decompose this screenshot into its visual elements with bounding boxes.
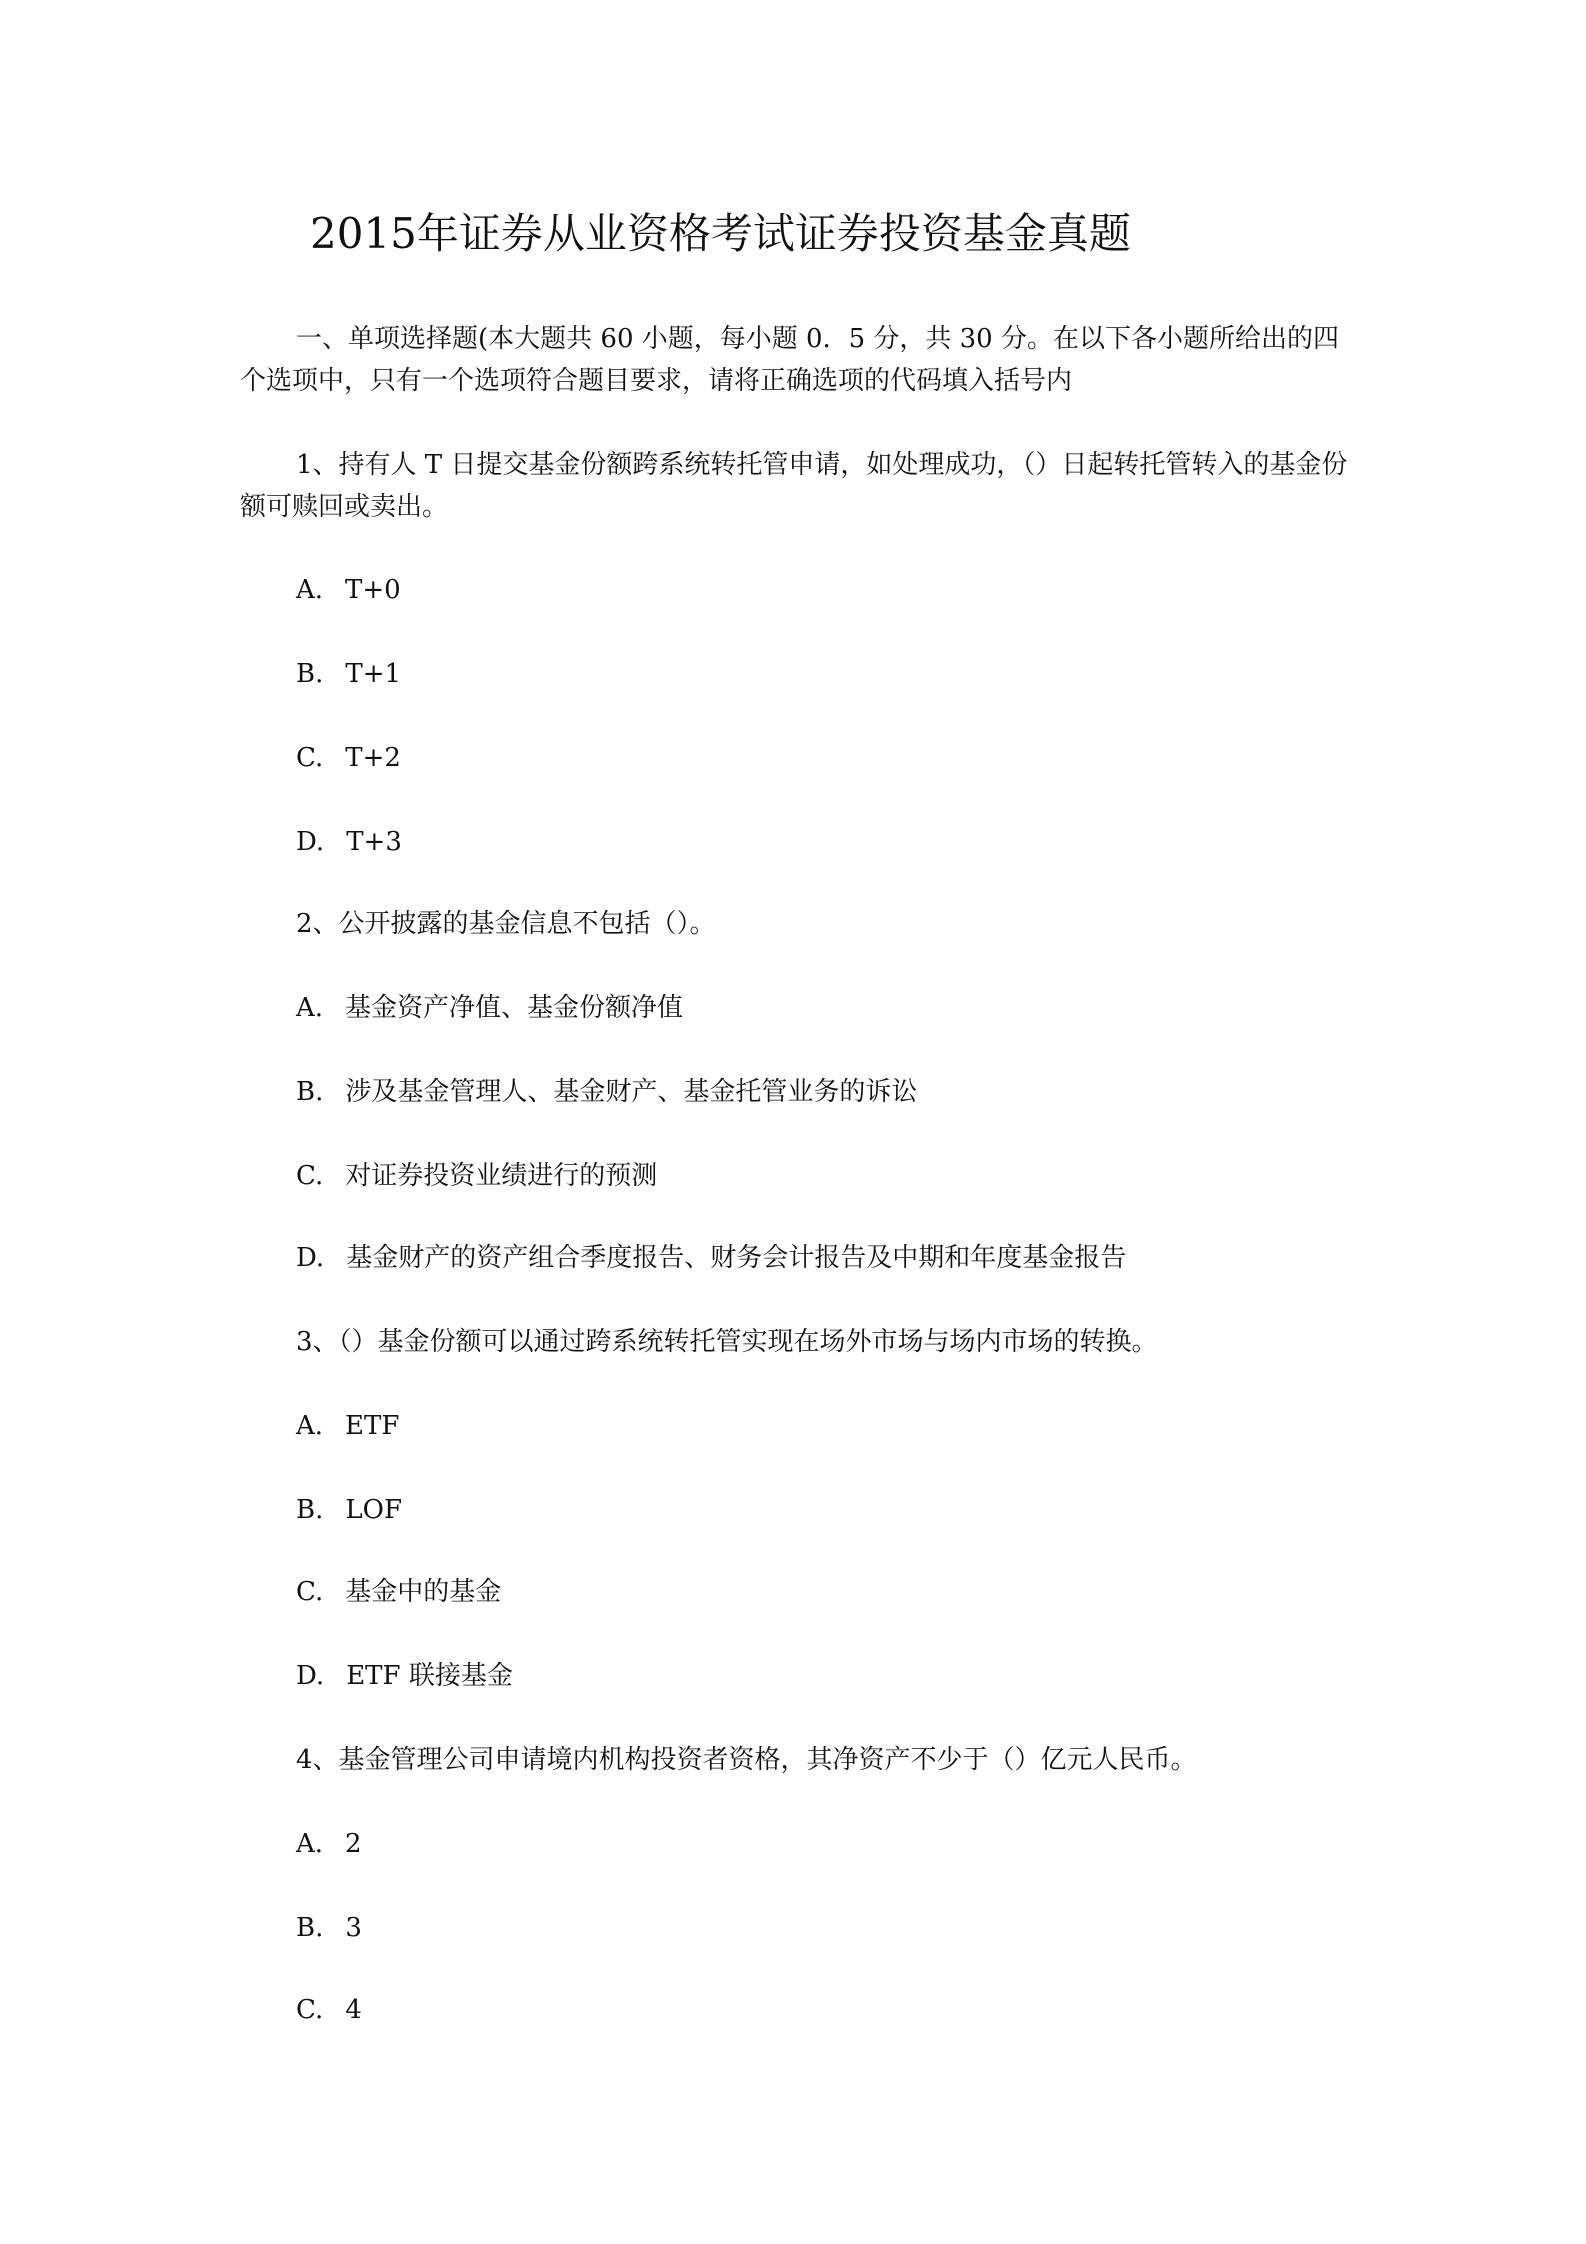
option-text: T+2 xyxy=(345,743,401,773)
option-letter: A. xyxy=(296,575,324,605)
option-letter: C. xyxy=(296,743,324,773)
option-text: LOF xyxy=(345,1495,402,1525)
option-text: ETF xyxy=(345,1411,400,1441)
question-3-stem: 3、（）基金份额可以通过跨系统转托管实现在场外市场与场内市场的转换。 xyxy=(296,1327,1158,1357)
option-letter: A. xyxy=(296,993,324,1023)
option-letter: B. xyxy=(296,1077,324,1107)
option-letter: B. xyxy=(296,1495,324,1525)
question-4-option-a xyxy=(296,1824,362,1864)
option-text: 涉及基金管理人、基金财产、基金托管业务的诉讼 xyxy=(345,1077,918,1107)
option-text: 基金中的基金 xyxy=(345,1577,502,1607)
question-3-option-b xyxy=(296,1490,402,1530)
option-letter: D. xyxy=(296,1243,325,1273)
option-letter: B. xyxy=(296,1913,324,1943)
question-1-option-a xyxy=(296,570,401,610)
option-letter: C. xyxy=(296,1995,324,2025)
question-2-option-a xyxy=(296,988,683,1028)
option-letter: D. xyxy=(296,827,325,857)
document-title: 2015年证券从业资格考试证券投资基金真题 xyxy=(310,209,1131,258)
question-3-option-c xyxy=(296,1572,501,1612)
question-1-option-b xyxy=(296,654,401,694)
option-letter: C. xyxy=(296,1577,324,1607)
option-letter: B. xyxy=(296,659,324,689)
question-2-stem: 2、公开披露的基金信息不包括（）。 xyxy=(296,909,716,939)
option-text: 基金资产净值、基金份额净值 xyxy=(345,993,684,1023)
option-letter: D. xyxy=(296,1661,325,1691)
question-2-option-c xyxy=(296,1156,657,1196)
option-text: 3 xyxy=(345,1913,362,1943)
question-1-stem: 1、持有人 T 日提交基金份额跨系统转托管申请，如处理成功，（）日起转托管转入的基金份额可赎回或卖出。 xyxy=(240,450,1348,522)
option-text: 对证券投资业绩进行的预测 xyxy=(345,1161,658,1191)
question-4-stem: 4、基金管理公司申请境内机构投资者资格，其净资产不少于（）亿元人民币。 xyxy=(296,1745,1197,1775)
question-1-option-c xyxy=(296,738,401,778)
section-intro: 一、单项选择题(本大题共 60 小题，每小题 0．5 分，共 30 分。在以下各小题所给出的四个选项中，只有一个选项符合题目要求，请将正确选项的代码填入括号内 xyxy=(240,324,1339,396)
question-1-option-d xyxy=(296,822,402,862)
question-2-option-b xyxy=(296,1072,917,1112)
option-text: 2 xyxy=(345,1829,362,1859)
option-text: T+1 xyxy=(345,659,402,689)
option-letter: C. xyxy=(296,1161,324,1191)
option-letter: A. xyxy=(296,1411,324,1441)
question-2-option-d xyxy=(296,1238,1126,1278)
question-3-option-a xyxy=(296,1406,399,1446)
option-text: T+3 xyxy=(346,827,402,857)
question-4-option-c xyxy=(296,1990,362,2030)
question-3-option-d xyxy=(296,1656,513,1696)
option-text: ETF 联接基金 xyxy=(346,1661,513,1691)
question-4-option-b xyxy=(296,1908,362,1948)
option-text: 基金财产的资产组合季度报告、财务会计报告及中期和年度基金报告 xyxy=(346,1243,1127,1273)
option-letter: A. xyxy=(296,1829,324,1859)
option-text: 4 xyxy=(345,1995,362,2025)
option-text: T+0 xyxy=(345,575,401,605)
